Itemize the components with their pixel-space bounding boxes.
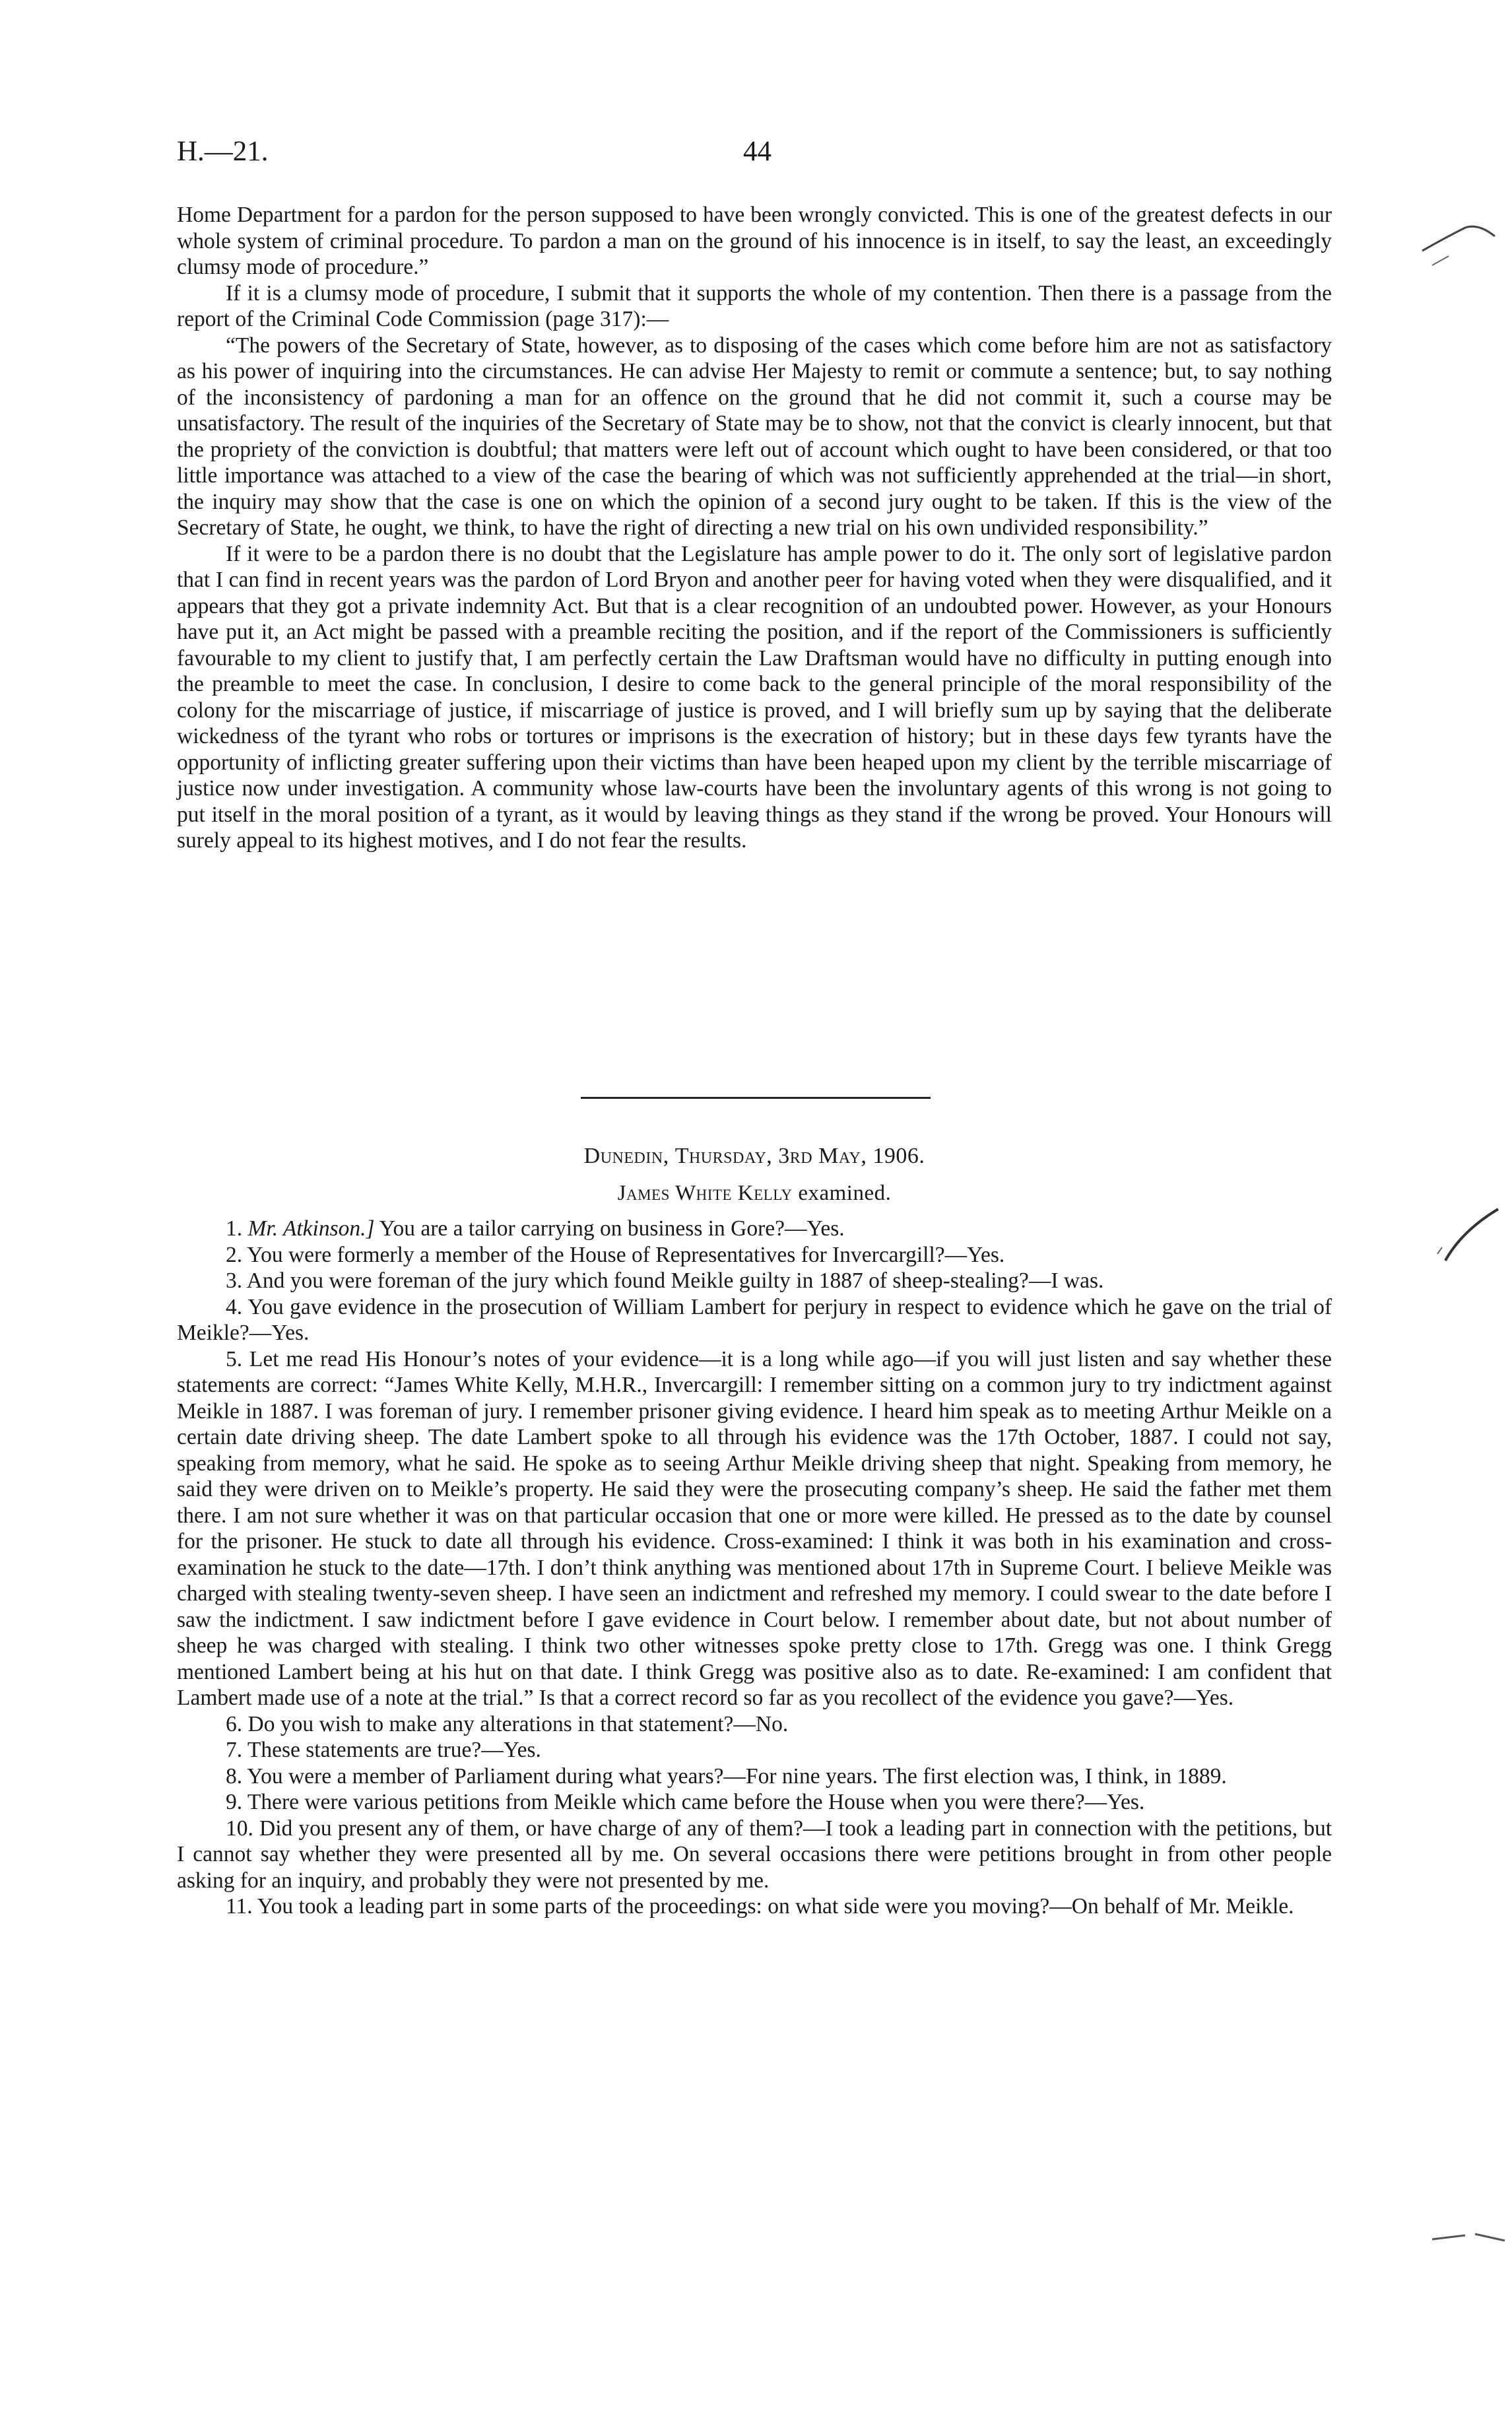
witness-heading: James White Kelly examined. xyxy=(617,1181,892,1205)
section-divider xyxy=(581,1097,931,1099)
page-number: 44 xyxy=(743,136,772,167)
paragraph: Home Department for a pardon for the person supposed to have been wrongly convicted. This is one of the greatest defects in our whole system of criminal procedure. To pardon a man on the ground of his innocence is in itself, to say the least, an exceedingly clumsy mode of procedure.” xyxy=(177,203,1332,279)
question-answer: 10. Did you present any of them, or have charge of any of them?—I took a leading part in connection with the petitions, but I cannot say whether they were presented all by me. On several occasions there were petitions brought in from other people asking for an inquiry, and probably they were not presented by me. xyxy=(177,1816,1332,1893)
paragraph: If it is a clumsy mode of procedure, I submit that it supports the whole of my contention. Then there is a passage from the report of the Criminal Code Commission (page 317):— xyxy=(177,280,1332,331)
question-answer: 7. These statements are true?—Yes. xyxy=(226,1738,541,1762)
question-answer: 11. You took a leading part in some parts of the proceedings: on what side were you moving?—On behalf of Mr. Meikle. xyxy=(226,1894,1294,1919)
margin-pencil-mark xyxy=(1432,1201,1505,1274)
session-heading: Dunedin, Thursday, 3rd May, 1906. xyxy=(583,1144,925,1168)
margin-pencil-mark xyxy=(1419,218,1498,271)
counsel-name: Mr. Atkinson.] xyxy=(247,1216,375,1241)
counsel-address-text xyxy=(177,202,1332,854)
question-answer: 4. You gave evidence in the prosecution of William Lambert for perjury in respect to evidence which he gave on the trial of Meikle?—Yes. xyxy=(177,1294,1332,1345)
witness-name: James White Kelly xyxy=(617,1181,793,1205)
question-answer: 1. Mr. Atkinson.] You are a tailor carrying on business in Gore?—Yes. xyxy=(226,1216,845,1241)
quoted-paragraph: “The powers of the Secretary of State, however, as to disposing of the cases which come before him are not as satisfactory as his power of inquiring into the circumstances. He can advise Her Majesty to remit or commute a sentence; but, to say nothing of the inconsistency of pardoning a man for an offence on the ground that he did not commit it, such a course may be unsatisfactory. The result of the inquiries of the Secretary of State may be to show, not that the convict is clearly innocent, but that the propriety of the conviction is doubtful; that matters were left out of account which ought to have been considered, or that too little importance was attached to a view of the case the bearing of which was not sufficiently apprehended at the trial—in short, the inquiry may show that the case is one on which the opinion of a second jury ought to be taken. If this is the view of the Secretary of State, he ought, we think, to have the right of directing a new trial on his own undivided responsibility.” xyxy=(177,333,1332,540)
page-header xyxy=(177,135,1332,175)
margin-pencil-mark xyxy=(1429,2227,1508,2247)
examination-transcript xyxy=(177,1216,1332,1920)
question-answer: 9. There were various petitions from Meikle which came before the House when you were there?—Yes. xyxy=(226,1790,1145,1814)
paragraph: If it were to be a pardon there is no doubt that the Legislature has ample power to do it. The only sort of legislative pardon that I can find in recent years was the pardon of Lord Bryon and another peer for having voted when they were disqualified, and it appears that they got a private indemnity Act. But that is a clear recognition of an undoubted power. However, as your Honours have put it, an Act might be passed with a preamble reciting the position, and if the report of the Commissioners is sufficiently favourable to my client to justify that, I am perfectly certain the Law Draftsman would have no difficulty in putting enough into the preamble to meet the case. In conclusion, I desire to come back to the general principle of the moral responsibility of the colony for the miscarriage of justice, if miscarriage of justice is proved, and I will briefly sum up by saying that the deliberate wickedness of the tyrant who robs or tortures or imprisons is the execration of history; but in these days few tyrants have the opportunity of inflicting greater suffering upon their victims than have been heaped upon my client by the terrible miscarriage of justice now under investigation. A community whose law-courts have been the involuntary agents of this wrong is not going to put itself in the moral position of a tyrant, as it would by leaving things as they stand if the wrong be proved. Your Honours will surely appeal to its highest motives, and I do not fear the results. xyxy=(177,541,1332,853)
parliamentary-paper-reference: H.—21. xyxy=(177,136,269,167)
question-answer: 6. Do you wish to make any alterations in that statement?—No. xyxy=(226,1711,789,1736)
question-answer: 2. You were formerly a member of the House of Representatives for Invercargill?—Yes. xyxy=(226,1242,1005,1267)
question-answer: 5. Let me read His Honour’s notes of your evidence—it is a long while ago—if you will just listen and say whether these statements are correct: “James White Kelly, M.H.R., Invercargill: I remember sitting on a common jury to try indictment against Meikle in 1887. I was foreman of jury. I remember prisoner giving evidence. I heard him speak as to meeting Arthur Meikle on a certain date driving sheep. The date Lambert spoke to all through his evidence was the 17th October, 1887. I could not say, speaking from memory, what he said. He spoke as to seeing Arthur Meikle driving sheep that night. Speaking from memory, he said they were driven on to Meikle’s property. He said they were the prosecuting company’s sheep. He said the father met them there. I am not sure whether it was on that particular occasion that one or more were killed. He pressed as to the date by counsel for the prisoner. He stuck to date all through his evidence. Cross-examined: I think it was both in his examination and cross-examination he stuck to the date—17th. I don’t think anything was mentioned about 17th in Supreme Court. I believe Meikle was charged with stealing twenty-seven sheep. I have seen an indictment and refreshed my memory. I could swear to the date before I saw the indictment. I saw indictment before I gave evidence in Court below. I remember about date, but not about number of sheep he was charged with stealing. I think two other witnesses spoke pretty close to 17th. Gregg was one. I think Gregg mentioned Lambert being at his hut on that date. I think Gregg was positive also as to date. Re-examined: I am confident that Lambert made use of a note at the trial.” Is that a correct record so far as you recollect of the evidence you gave?—Yes. xyxy=(177,1346,1332,1710)
question-answer: 3. And you were foreman of the jury which found Meikle guilty in 1887 of sheep-stealing?—I was. xyxy=(226,1268,1104,1293)
question-answer: 8. You were a member of Parliament during what years?—For nine years. The first election was, I think, in 1889. xyxy=(226,1763,1227,1789)
